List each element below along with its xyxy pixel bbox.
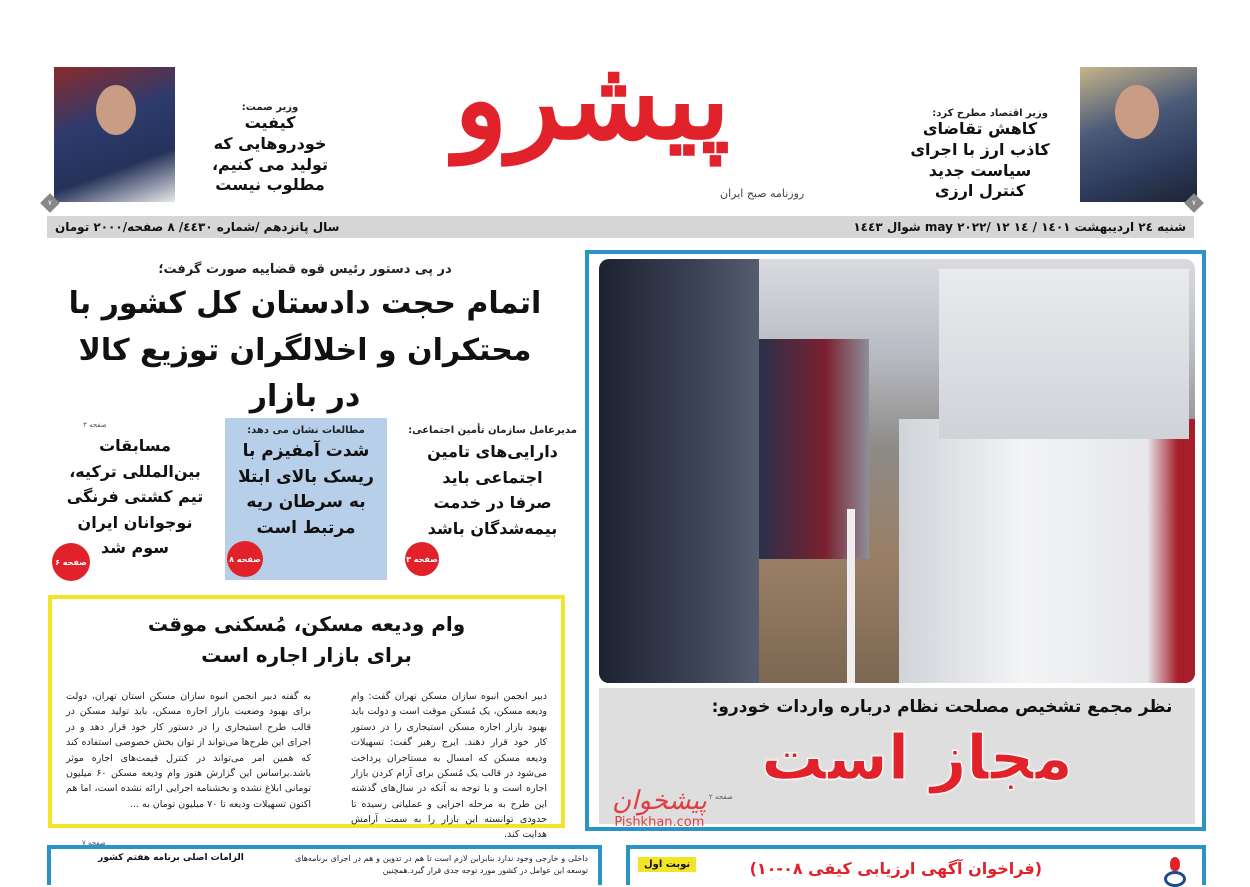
kicker: نظر مجمع تشخیص مصلحت نظام درباره واردات خودرو:: [711, 697, 1173, 717]
kicker: مدیرعامل سازمان تأمین اجتماعی:: [408, 425, 577, 436]
ad-badge: نوبت اول: [638, 857, 696, 872]
bottom-left-story[interactable]: [47, 845, 602, 885]
headline: اتمام حجت دادستان کل کشور با محتکران و اخلالگران توزیع کالا در بازار: [68, 286, 542, 414]
headline[interactable]: کیفیت خودروهایی که تولید می کنیم، مطلوب نیست: [211, 113, 329, 195]
article-text: داخلی و خارجی وجود ندارد بنابراین لازم است تا هم در تدوین و هم در اجرای برنامه‌های توسعه این عوامل در کشور مورد توجه جدی قرار گیرد.همچنین: [295, 854, 588, 875]
page-badge: ۷: [1184, 193, 1204, 213]
page-ref: صفحه ۷: [82, 838, 106, 847]
headline: مجاز است: [761, 721, 1073, 794]
minister-industry-photo: [54, 67, 175, 202]
ad-title: (فراخوان آگهی ارزیابی کیفی ۰۸-۱۰): [749, 859, 1042, 878]
tender-ad[interactable]: [626, 845, 1206, 885]
logo-text: پیشرو: [454, 35, 730, 164]
kicker: وزیر صمت:: [241, 102, 299, 113]
issue-info: سال پانزدهم /شماره ٤٤۳۰/ ۸ صفحه/۲۰۰۰ تومان: [55, 220, 340, 234]
page-ref: صفحه ۲: [709, 793, 733, 801]
masthead-logo[interactable]: [454, 0, 730, 205]
company-logo-icon: [1162, 857, 1188, 887]
headline: دارایی‌های تامین اجتماعی باید صرفا در خدمت بیمه‌شدگان باشد: [427, 442, 558, 538]
headline[interactable]: کاهش تقاضای کاذب ارز با اجرای سیاست جدید کنترل ارزی: [910, 119, 1050, 201]
cars-parking-photo: [599, 259, 1195, 683]
date: شنبه ۲٤ اردیبهشت ۱٤۰۱ / ۱٤ may ۲۰۲۲/ ۱۲ شوال ۱٤٤۳: [853, 220, 1186, 234]
minister-economy-photo: [1080, 67, 1197, 202]
article-column: به گفته دبیر انجمن انبوه سازان مسکن استان تهران، دولت برای بهبود وضعیت بازار اجاره مسکن، باید تولید مسکن در قالب طرح استیجاری را در دستور کار خود قرار دهد و در اجرای این طرح‌ها می‌تواند از توان بخش خصوصی استفاده کند که همین امر می‌تواند در کنترل قیمت‌های اجاره موثر باشد.براساس این گزارش هنوز وام ودیعه مسکن ۶۰ میلیون تومانی ابلاغ نشده و بخشنامه اجرایی ارائه نشده است، اما هم اکنون تسهیلات ودیعه تا ۷۰ میلیون تومان به ...: [66, 691, 311, 810]
kicker: الزامات اصلی برنامه هفتم کشور: [98, 853, 244, 863]
masthead-subtitle: روزنامه صبح ایران: [720, 187, 805, 200]
article-column: دبیر انجمن انبوه سازان مسکن تهران گفت: وام ودیعه مسکن، یک مُسکن موقت است و دولت باید بهبود بازار اجاره مسکن استیجاری را در دستور کار خود قرار دهند. ایرج رهبر گفت: تسهیلات ودیعه مسکن که امسال به مستاجران پرداخت می‌شود در قالب یک مُسکن برای آرام کردن بازار اجاره است و با توجه به آنکه در سال‌های گذشته این طرح به مرحله اجرایی و عملیاتی رسیده تا حدودی توانسته این بازار را به سمت آرامش هدایت کند.: [351, 691, 547, 841]
headline: شدت آمفیزم با ریسک بالای ابتلا به سرطان ریه مرتبط است: [238, 441, 374, 538]
headline: مسابقات بین‌المللی ترکیه، تیم کشتی فرنگی نوجوانان ایران سوم شد: [66, 436, 204, 558]
kicker: در پی دستور رئیس قوه قضاییه صورت گرفت؛: [158, 262, 452, 277]
page-ref: صفحه ۳: [83, 420, 107, 429]
page-badge: صفحه ۳: [405, 542, 439, 576]
kicker: وزیر اقتصاد مطرح کرد:: [932, 108, 1048, 119]
page-badge: ۷: [40, 193, 60, 213]
kicker: مطالعات نشان می دهد:: [247, 425, 365, 436]
lead-story[interactable]: [45, 262, 565, 429]
page-badge: صفحه ۶: [52, 543, 90, 581]
date-bar: [47, 216, 1194, 238]
headline: وام ودیعه مسکن، مُسکنی موقت برای بازار اجاره است: [147, 612, 466, 667]
page-badge: صفحه ۸: [227, 541, 263, 577]
watermark-logo: پیشخوان Pishkhan.com: [612, 786, 707, 830]
feature-story-box[interactable]: [585, 250, 1206, 831]
brief-story[interactable]: [405, 425, 580, 541]
brief-story[interactable]: [55, 433, 215, 561]
housing-story-box[interactable]: [48, 595, 565, 847]
